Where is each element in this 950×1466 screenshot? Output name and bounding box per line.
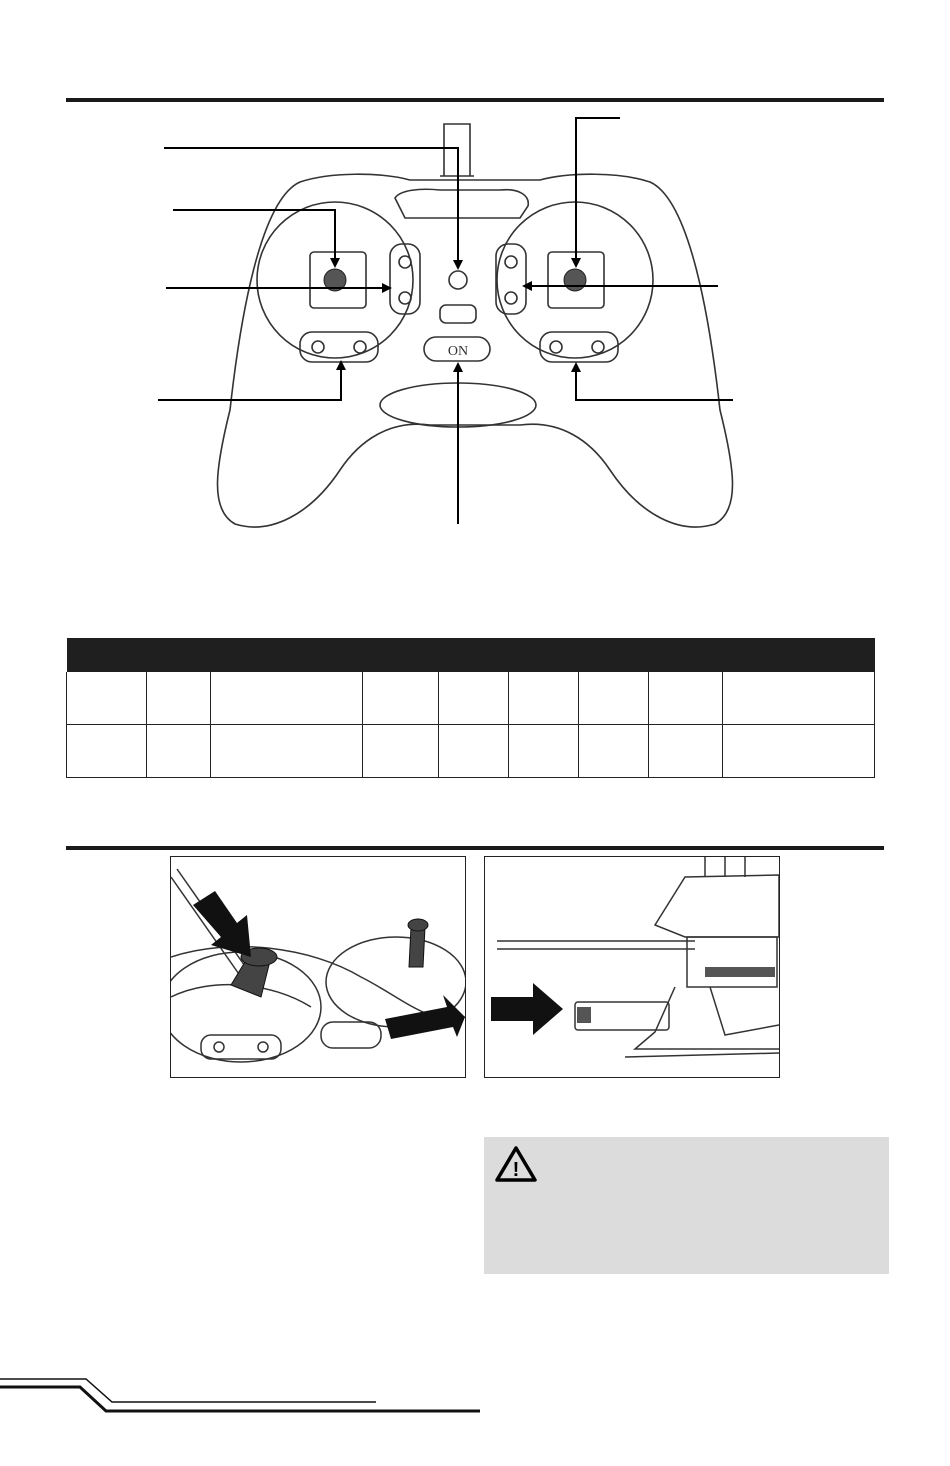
section-rule-middle xyxy=(66,846,884,850)
photo-arrow-right xyxy=(385,995,465,1039)
table-header-cell xyxy=(579,638,649,672)
table-cell xyxy=(211,725,363,778)
table-header-cell xyxy=(439,638,509,672)
table-cell xyxy=(363,672,439,725)
table-cell xyxy=(509,725,579,778)
table-cell xyxy=(649,725,723,778)
callout-right-stick xyxy=(576,118,620,266)
transmitter-diagram xyxy=(0,100,950,540)
table-cell xyxy=(439,672,509,725)
table-header-cell xyxy=(723,638,875,672)
photo-arrow-down xyxy=(193,891,251,957)
table-cell xyxy=(509,672,579,725)
table-header-cell xyxy=(509,638,579,672)
table-header-cell xyxy=(211,638,363,672)
led-indicator xyxy=(449,271,467,289)
photo-arrow-battery xyxy=(491,983,563,1035)
table-header-cell xyxy=(649,638,723,672)
warning-triangle-icon xyxy=(494,1145,538,1183)
photo-helicopter-battery xyxy=(484,856,780,1078)
table-cell xyxy=(723,672,875,725)
table-cell xyxy=(147,672,211,725)
table-cell xyxy=(579,672,649,725)
transmitter-body xyxy=(218,174,733,527)
table-cell xyxy=(67,672,147,725)
table-row xyxy=(67,672,875,725)
callout-left-trim-horizontal xyxy=(158,362,341,400)
table-header-cell xyxy=(67,638,147,672)
table-cell xyxy=(579,725,649,778)
table-cell xyxy=(363,725,439,778)
callout-right-trim-horizontal xyxy=(576,364,733,400)
table-cell xyxy=(723,725,875,778)
footer-decoration xyxy=(0,1364,490,1424)
table-row xyxy=(67,725,875,778)
table-cell xyxy=(649,672,723,725)
power-switch-label: ON xyxy=(447,344,469,359)
callout-led xyxy=(164,148,458,268)
table-cell xyxy=(439,725,509,778)
table-cell xyxy=(67,725,147,778)
warning-box xyxy=(484,1137,889,1274)
warning-symbol: ! xyxy=(512,1159,520,1181)
table-cell xyxy=(147,725,211,778)
table-header-cell xyxy=(147,638,211,672)
specification-table xyxy=(66,638,875,778)
table-header-row xyxy=(67,638,875,672)
table-header-cell xyxy=(363,638,439,672)
table-cell xyxy=(211,672,363,725)
photo-transmitter-closeup xyxy=(170,856,466,1078)
